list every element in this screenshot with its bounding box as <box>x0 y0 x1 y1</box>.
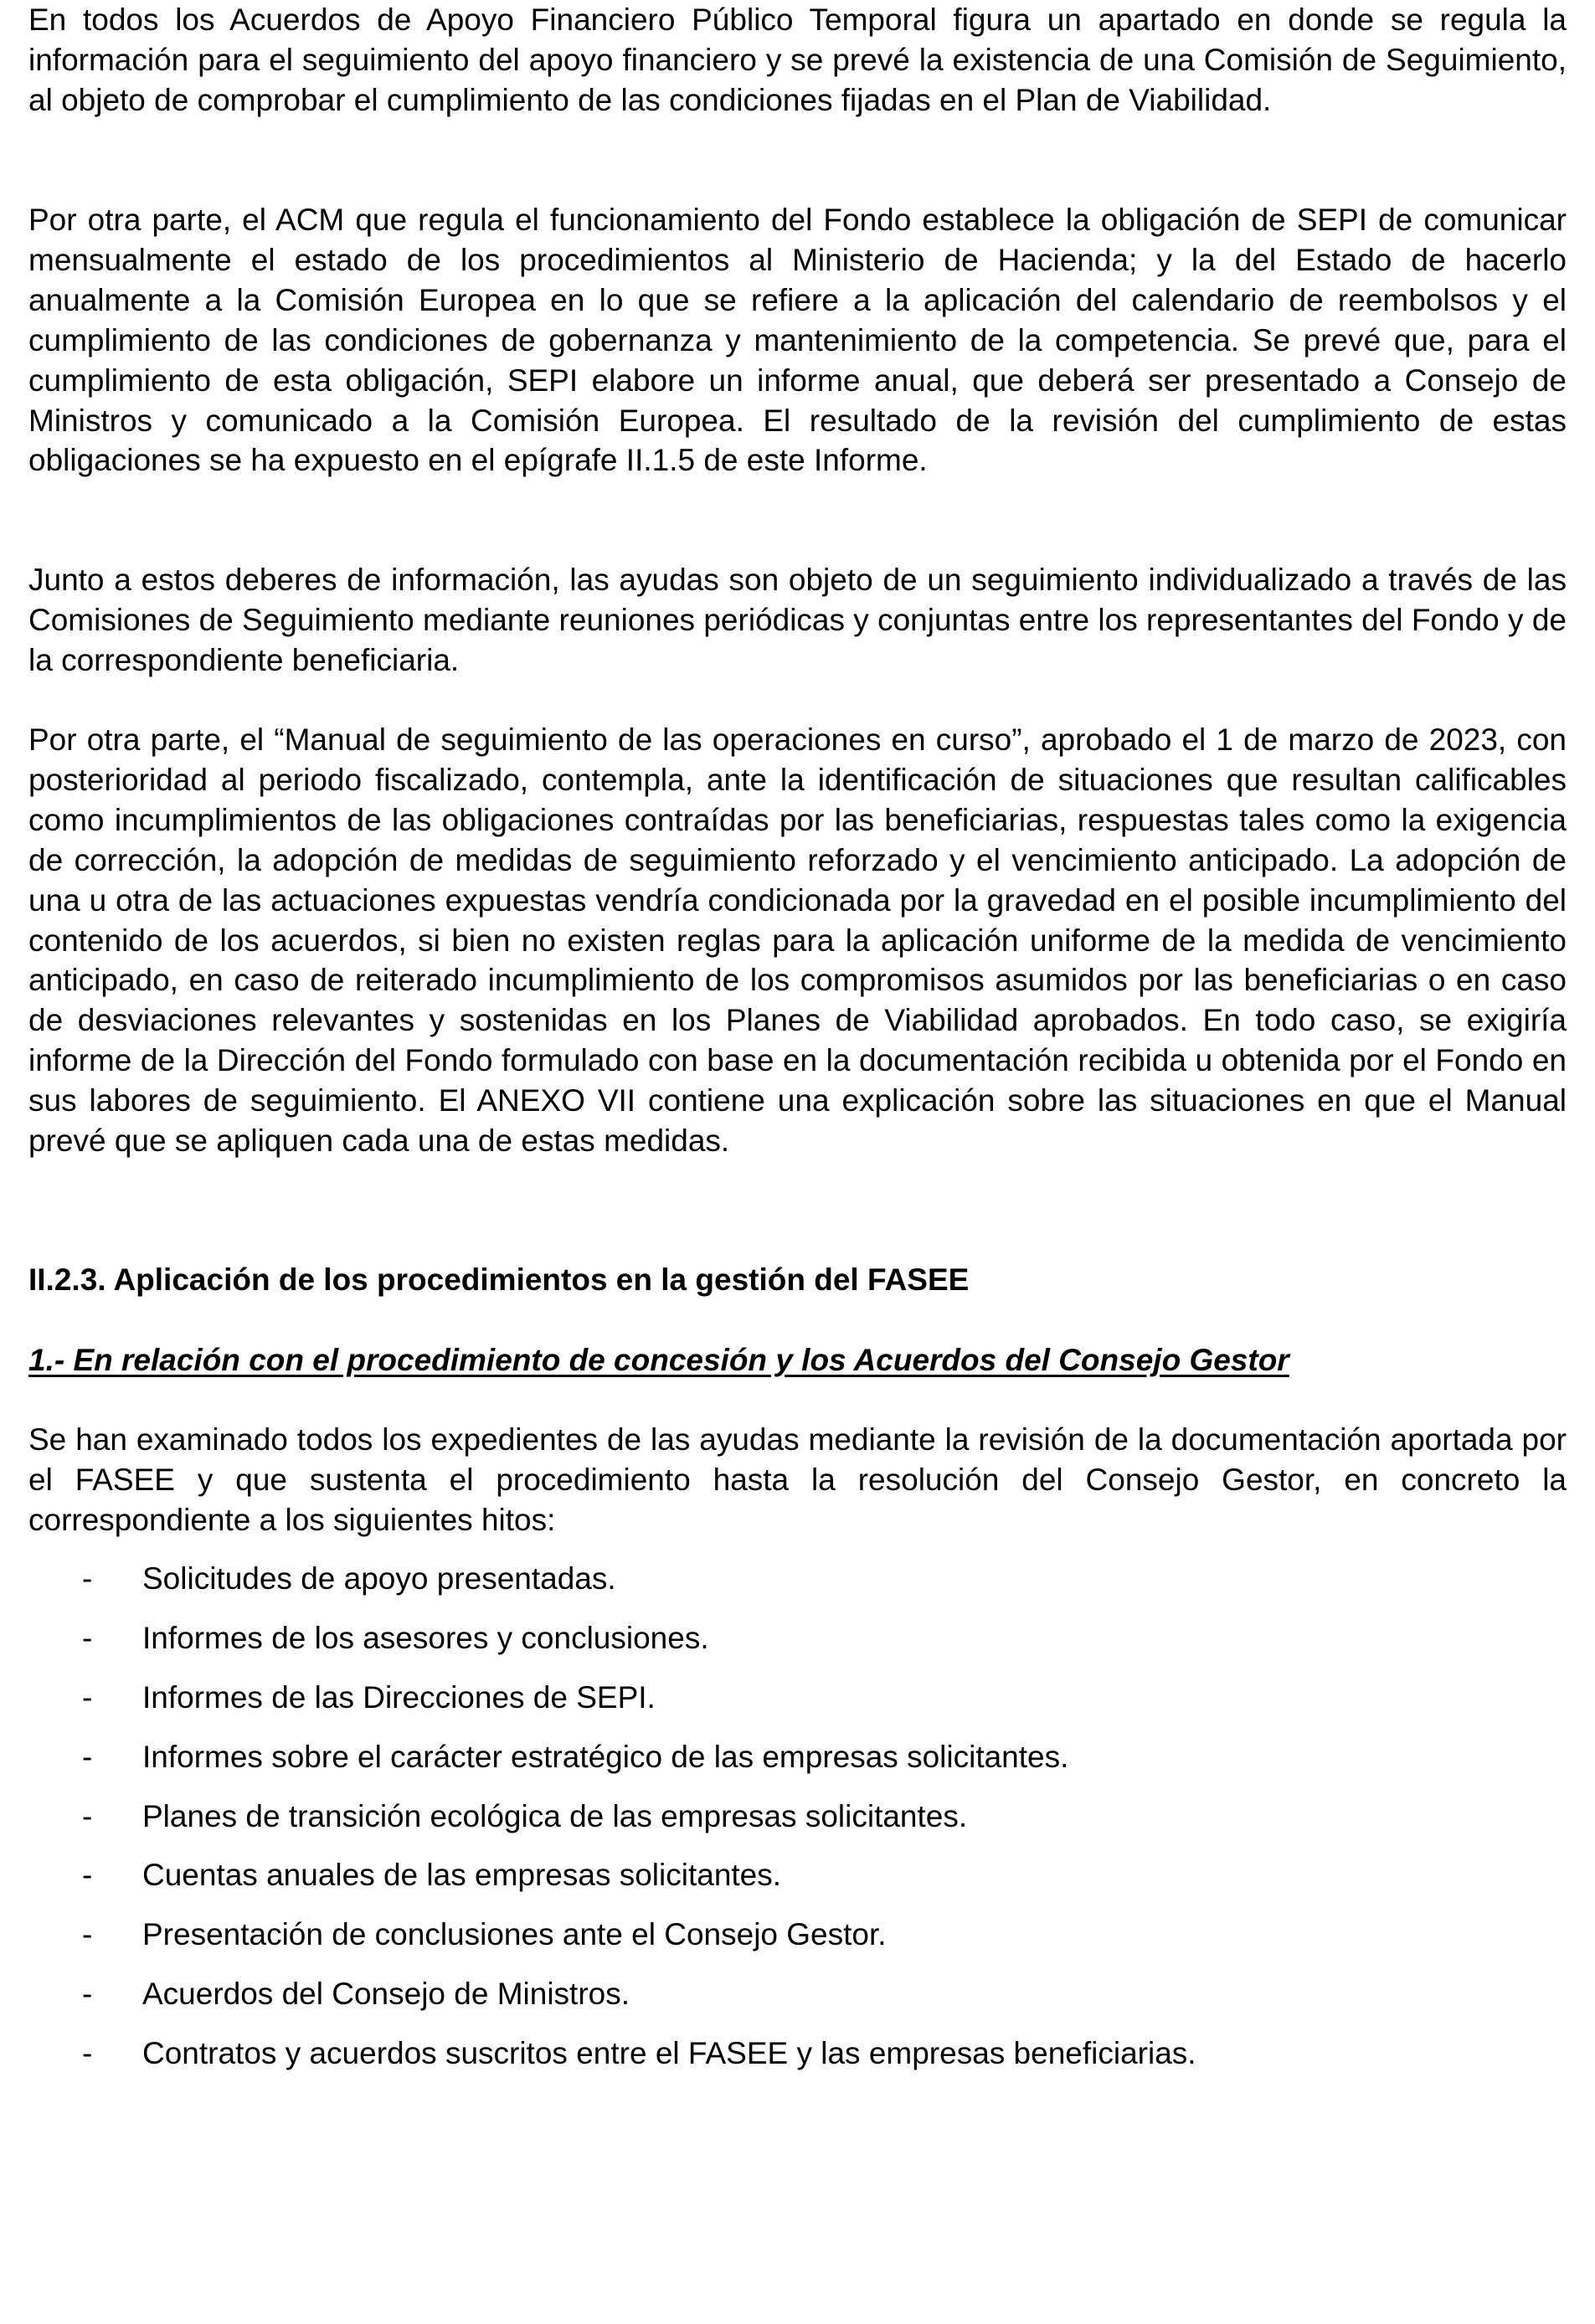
section-heading: II.2.3. Aplicación de los procedimientos en la gestión del FASEE <box>28 1262 970 1297</box>
bullet-dash: - <box>82 1977 93 2012</box>
section-intro: Se han examinado todos los expedientes de las ayudas mediante la revisión de la documentación aportada por el FASEE y que sustenta el procedimiento hasta la resolución del Consejo Gestor, en concreto la correspondiente a los siguientes hitos: <box>28 1422 1567 1537</box>
list-item <box>28 1737 1567 1777</box>
bullet-dash: - <box>82 1739 93 1774</box>
list-item <box>28 1855 1567 1895</box>
bullet-dash: - <box>82 1620 93 1655</box>
bullet-dash: - <box>82 2036 93 2071</box>
paragraph-manual: Por otra parte, el “Manual de seguimiento de las operaciones en curso”, aprobado el 1 de marzo de 2023, con posterioridad al periodo fiscalizado, contempla, ante la identificación de situaciones que resultan calificables como incumplimientos de las obligaciones contraídas por las beneficiarias, respuestas tales como la exigencia de corrección, la adopción de medidas de seguimiento reforzado y el vencimiento anticipado. La adopción de una u otra de las actuaciones expuestas vendría condicionada por la gravedad en el posible incumplimiento del contenido de los acuerdos, si bien no existen reglas para la aplicación uniforme de la medida de vencimiento anticipado, en caso de reiterado incumplimiento de los compromisos asumidos por las beneficiarias o en caso de desviaciones relevantes y sostenidas en los Planes de Viabilidad aprobados. En todo caso, se exigiría informe de la Dirección del Fondo formulado con base en la documentación recibida u obtenida por el Fondo en sus labores de seguimiento. El ANEXO VII contiene una explicación sobre las situaciones en que el Manual prevé que se apliquen cada una de estas medidas. <box>28 722 1567 1159</box>
paragraph-seguimiento: En todos los Acuerdos de Apoyo Financiero Público Temporal figura un apartado en donde se regula la información para el seguimiento del apoyo financiero y se prevé la existencia de una Comisión de Seguimiento, al objeto de comprobar el cumplimiento de las condiciones fijadas en el Plan de Viabilidad. <box>28 3 1567 117</box>
bullet-dash: - <box>82 1798 93 1833</box>
list-item-text: Cuentas anuales de las empresas solicitantes. <box>142 1858 782 1893</box>
hitos-list <box>28 1559 1567 2093</box>
list-item <box>28 1678 1567 1718</box>
list-item <box>28 1618 1567 1658</box>
paragraph-acm-fondo: Por otra parte, el ACM que regula el funcionamiento del Fondo establece la obligación de SEPI de comunicar mensualmente el estado de los procedimientos al Ministerio de Hacienda; y la del Estado de hacerlo anualmente a la Comisión Europea en lo que se refiere a la aplicación del calendario de reembolsos y el cumplimiento de las condiciones de gobernanza y mantenimiento de la competencia. Se prevé que, para el cumplimiento de esta obligación, SEPI elabore un informe anual, que deberá ser presentado a Consejo de Ministros y comunicado a la Comisión Europea. El resultado de la revisión del cumplimiento de estas obligaciones se ha expuesto en el epígrafe II.1.5 de este Informe. <box>28 203 1567 478</box>
bullet-dash: - <box>82 1858 93 1893</box>
list-item <box>28 1559 1567 1599</box>
list-item-text: Acuerdos del Consejo de Ministros. <box>142 1977 630 2012</box>
list-item-text: Planes de transición ecológica de las empresas solicitantes. <box>142 1798 968 1833</box>
section-subheading: 1.- En relación con el procedimiento de concesión y los Acuerdos del Consejo Gestor <box>28 1343 1289 1377</box>
bullet-dash: - <box>82 1917 93 1952</box>
list-item-text: Solicitudes de apoyo presentadas. <box>142 1561 616 1596</box>
list-item-text: Presentación de conclusiones ante el Consejo Gestor. <box>142 1917 887 1952</box>
bullet-dash: - <box>82 1561 93 1596</box>
bullet-dash: - <box>82 1679 93 1715</box>
list-item <box>28 1797 1567 1837</box>
list-item <box>28 2034 1567 2074</box>
list-item <box>28 1974 1567 2014</box>
list-item-text: Informes sobre el carácter estratégico de las empresas solicitantes. <box>142 1739 1069 1774</box>
paragraph-comisiones: Junto a estos deberes de información, las ayudas son objeto de un seguimiento individualizado a través de las Comisiones de Seguimiento mediante reuniones periódicas y conjuntas entre los representantes del Fondo y de la correspondiente beneficiaria. <box>28 563 1567 677</box>
list-item-text: Contratos y acuerdos suscritos entre el FASEE y las empresas beneficiarias. <box>142 2036 1196 2071</box>
list-item-text: Informes de los asesores y conclusiones. <box>142 1620 709 1655</box>
list-item-text: Informes de las Direcciones de SEPI. <box>142 1679 656 1715</box>
list-item <box>28 1915 1567 1955</box>
